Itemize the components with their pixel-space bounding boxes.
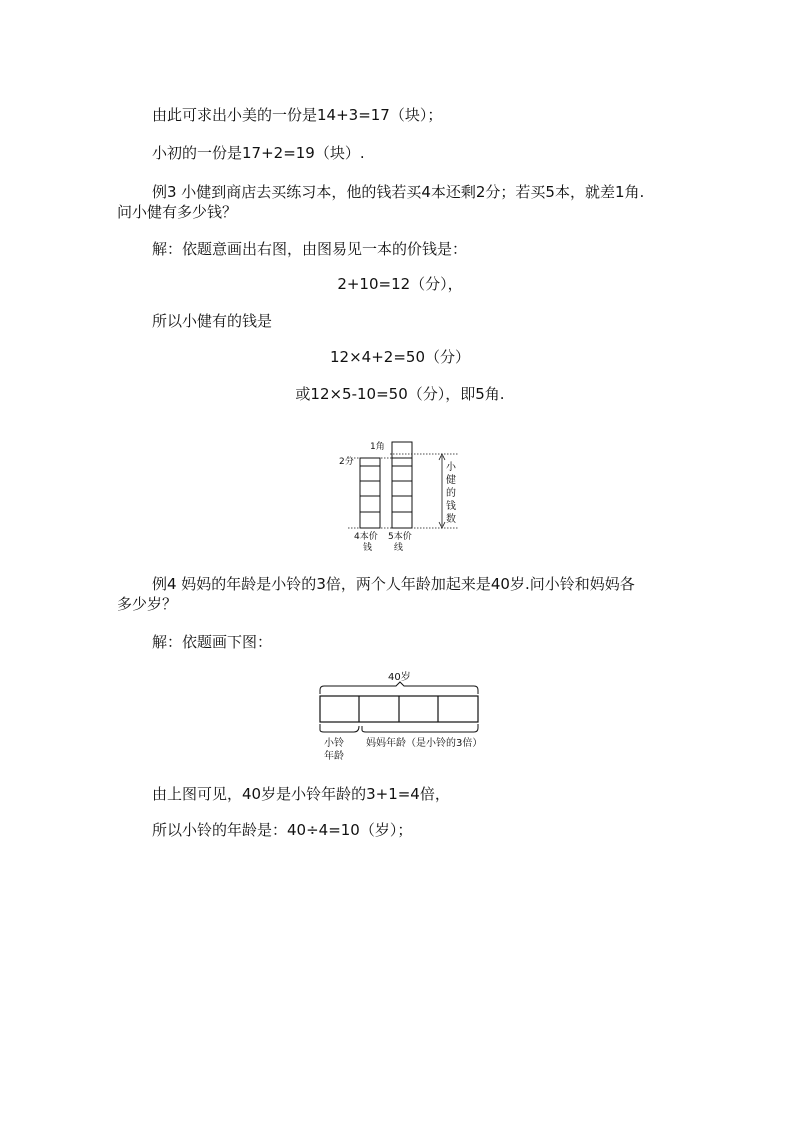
paragraph-xiaochu: 小初的一份是17+2=19（块）. <box>152 144 365 162</box>
label-mom-age: 妈妈年龄（是小铃的3倍） <box>366 738 483 749</box>
label-two-fen: 2分 <box>339 457 354 467</box>
side-char-4: 钱 <box>446 501 456 512</box>
result-line2: 所以小铃的年龄是：40÷4=10（岁）； <box>152 821 413 839</box>
label-five-books-1: 5本价 <box>388 532 412 542</box>
five-books-bar <box>392 442 412 528</box>
solution4-intro: 解：依题画下图： <box>152 633 273 651</box>
example4-line1: 例4 妈妈的年龄是小铃的3倍，两个人年龄加起来是40岁.问小铃和妈妈各 <box>152 575 635 593</box>
equation-money-2: 或12×5-10=50（分），即5角. <box>295 385 505 403</box>
label-five-books-2: 线 <box>394 543 404 553</box>
label-four-books-2: 钱 <box>363 543 373 553</box>
equation-price: 2+10=12（分）， <box>337 275 463 293</box>
example4-line2: 多少岁？ <box>117 595 178 613</box>
age-diagram <box>310 666 490 766</box>
side-char-2: 健 <box>446 475 456 486</box>
example3-line2: 问小健有多少钱？ <box>117 203 238 221</box>
label-four-books-1: 4本价 <box>354 532 378 542</box>
label-total-40: 40岁 <box>388 672 411 683</box>
equation-money-1: 12×4+2=50（分） <box>330 348 470 366</box>
label-one-jiao: 1角 <box>370 442 385 452</box>
solution3-intro: 解：依题意画出右图，由图易见一本的价钱是： <box>152 240 468 258</box>
age-bar <box>320 696 478 722</box>
side-char-5: 数 <box>446 514 456 525</box>
label-xiaoling-1: 小铃 <box>324 738 344 749</box>
book-price-diagram <box>330 436 470 556</box>
example3-line1: 例3 小健到商店去买练习本，他的钱若买4本还剩2分；若买5本，就差1角. <box>152 183 645 201</box>
four-books-bar <box>360 458 380 528</box>
side-char-3: 的 <box>446 488 456 499</box>
side-char-1: 小 <box>446 462 456 473</box>
result-line1: 由上图可见，40岁是小铃年龄的3+1=4倍， <box>152 785 450 803</box>
paragraph-xiaomei: 由此可求出小美的一份是14+3=17（块）； <box>152 106 443 124</box>
solution3-money: 所以小健有的钱是 <box>152 312 273 330</box>
label-xiaoling-2: 年龄 <box>324 751 344 762</box>
